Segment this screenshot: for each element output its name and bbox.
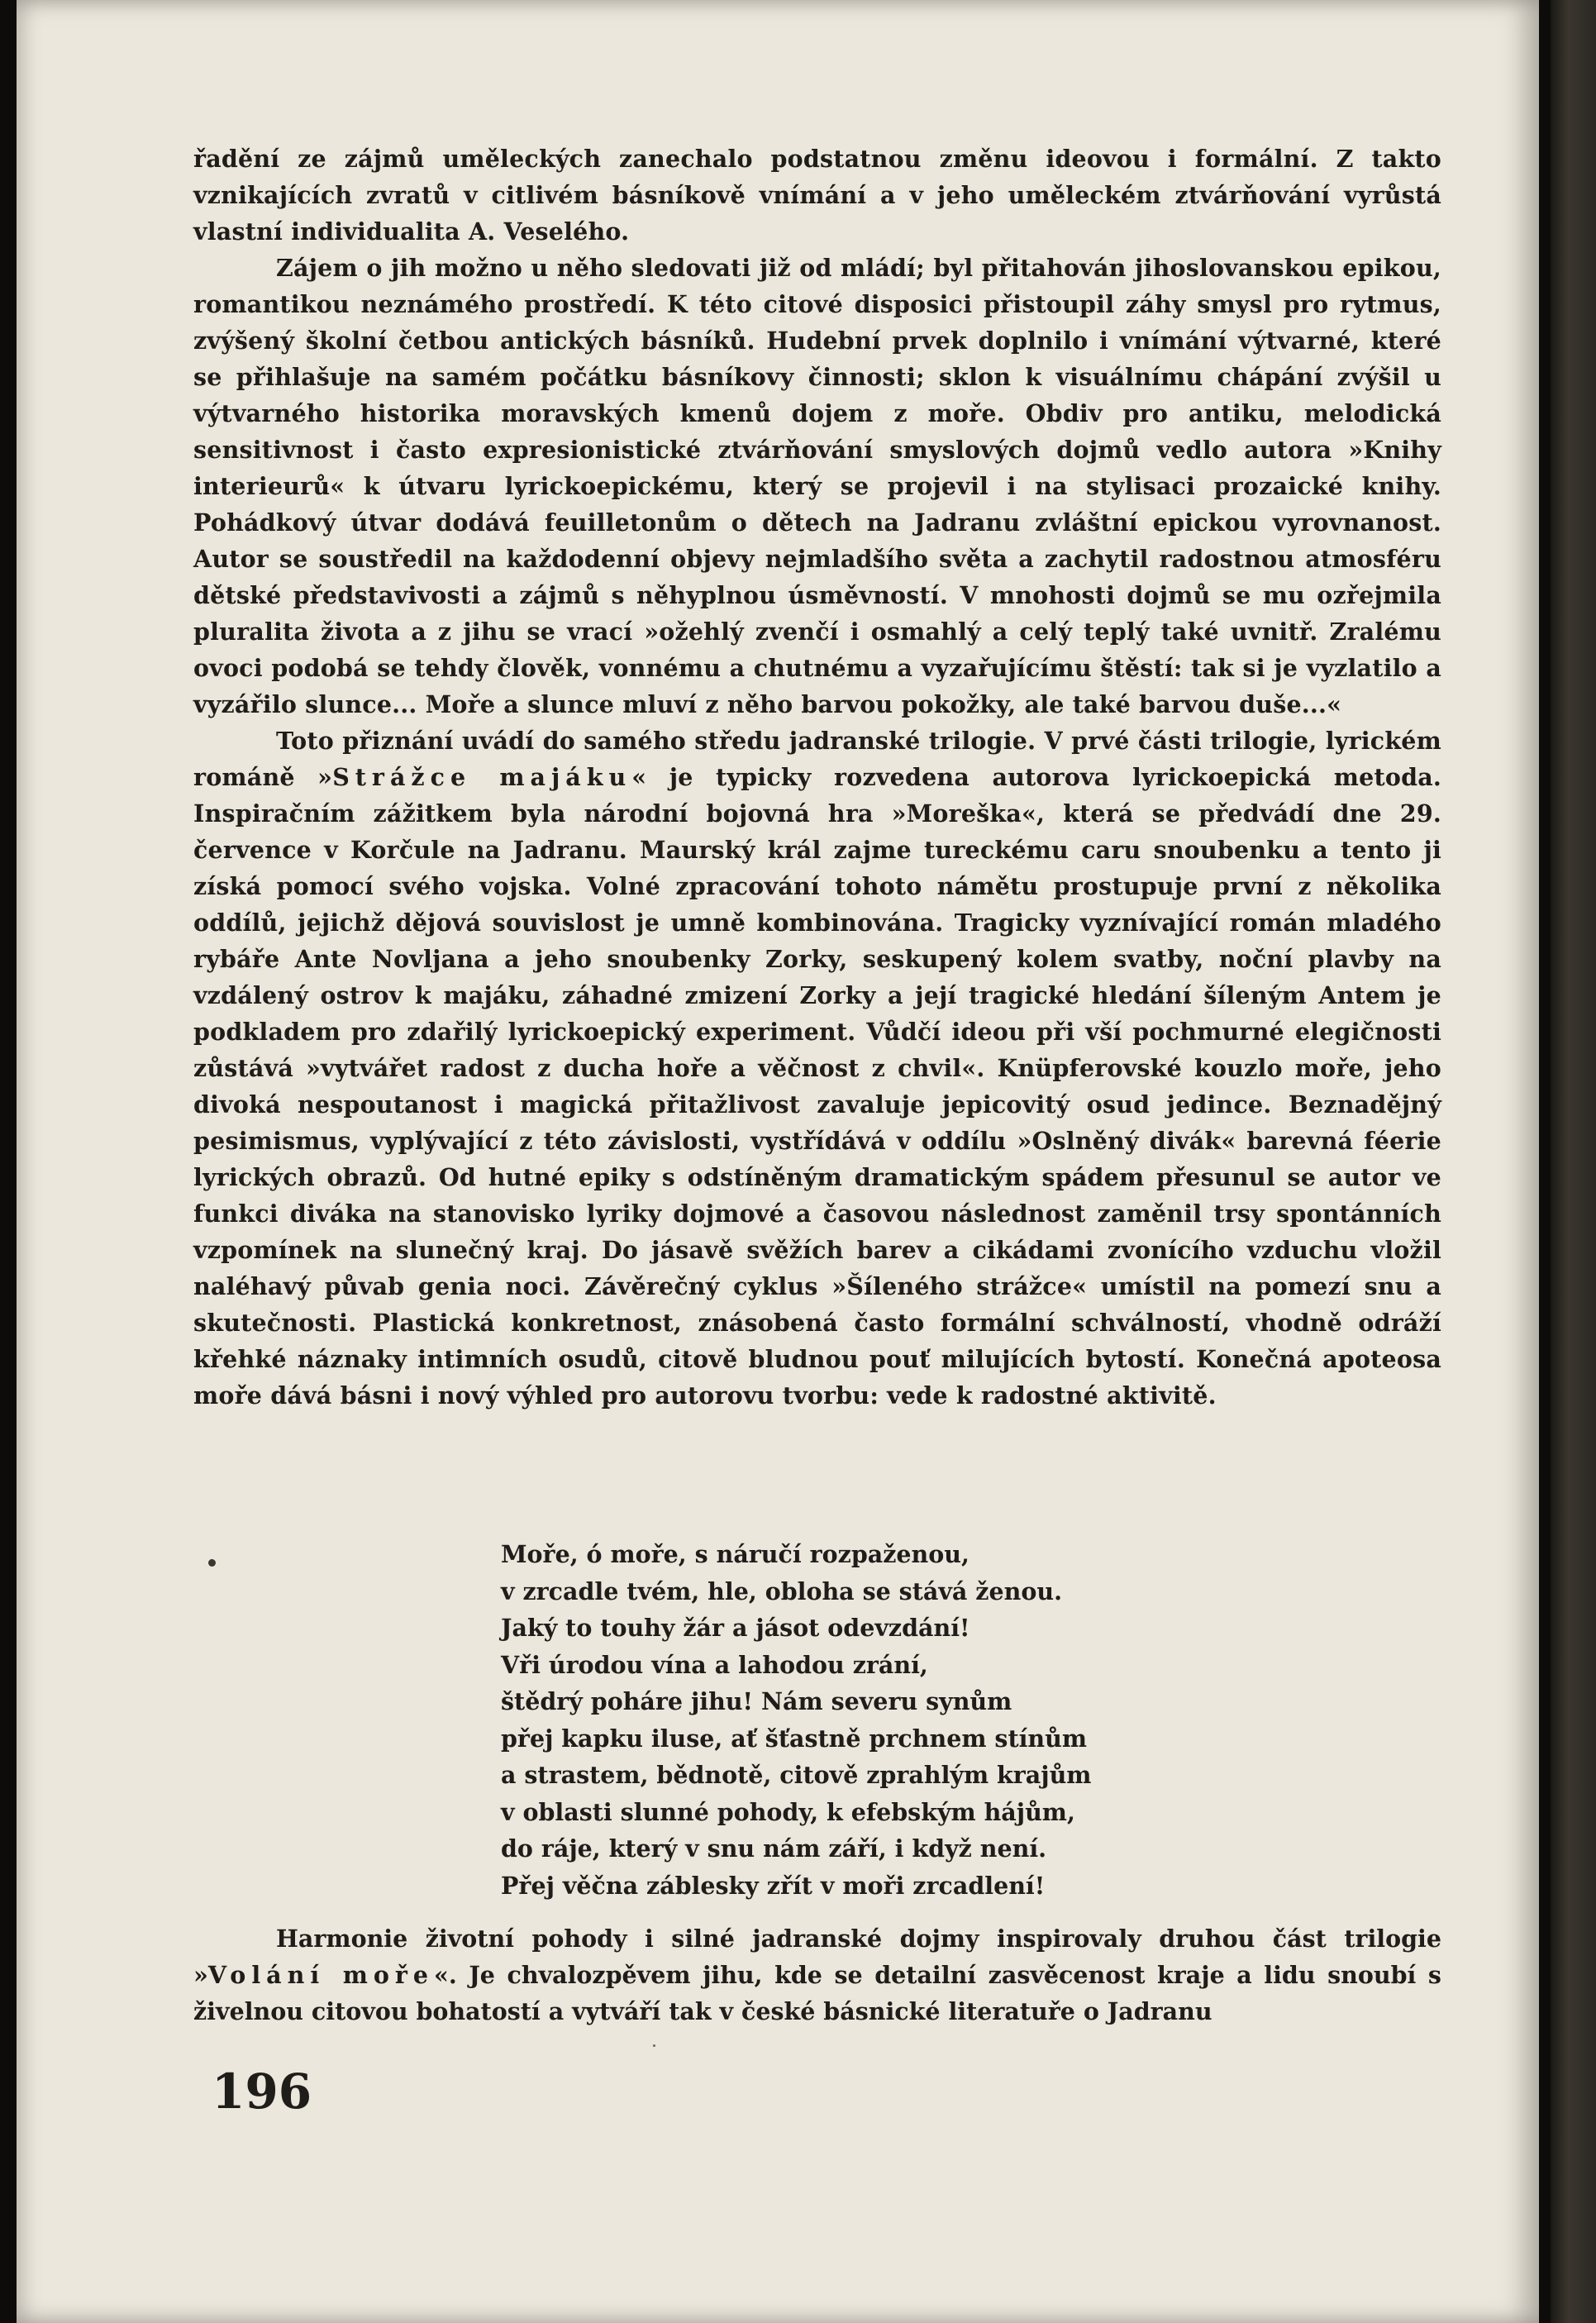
verse-line: v zrcadle tvém, hle, obloha se stává ženou. [501,1576,1062,1605]
margin-dot [208,1559,216,1567]
paragraph-3-rest: « je typicky rozvedena autorova lyrickoepická metoda. Inspiračním zážitkem byla národní bojovná hra »Moreška«, která se předvádí dne 29. července v Korčule na Jadranu. Maurský král zajme tureckému caru snoubenku a tento ji získá pomocí svého vojska. Volné zpracování tohoto námětu prostupuje první z několika oddílů, jejichž dějová souvislost je umně kombinována. Tragicky vyznívající román mladého rybáře Ante Novljana a jeho snoubenky Zorky, seskupený kolem svatby, noční plavby na vzdálený ostrov k majáku, záhadné zmizení Zorky a její tragické hledání šíleným Antem je podkladem pro zdařilý lyrickoepický experiment. Vůdčí ideou při vší pochmurné elegičnosti zůstává »vytvářet radost z ducha hoře a věčnost z chvil«. Knüpferovské kouzlo moře, jeho divoká nespoutanost i magická přitažlivost zavaluje jepicovitý osud jedince. Beznadějný pesimismus, vyplývající z této závislosti, vystřídává v oddílu »Oslněný divák« barevná féerie lyrických obrazů. Od hutné epiky s odstíněným dramatickým spádem přesunul se autor ve funkci diváka na stanovisko lyriky dojmové a časovou následnost zaměnil trsy spontánních vzpomínek na slunečný kraj. Do jásavě svěžích barev a cikádami zvonícího vzduchu vložil naléhavý půvab genia noci. Závěrečný cyklus »Šíleného strážce« umístil na pomezí snu a skutečnosti. Plastická konkretnost, znásobená často formální schválností, vhodně odráží křehké náznaky intimních osudů, citově bludnou pouť milujících bytostí. Konečná apoteosa moře dává básni i nový výhled pro autorovu tvorbu: vede k radostné aktivitě. [193,763,1441,1410]
paragraph-1: řadění ze zájmů uměleckých zanechalo podstatnou změnu ideovou i formální. Z takto vznikajících zvratů v citlivém básníkově vnímání a v jeho uměleckém ztvárňování vyrůstá vlastní individualita A. Veselého. [193,145,1441,246]
paragraph-3 [193,723,1441,1414]
verse-line: a strastem, bědnotě, citově zprahlým krajům [501,1761,1092,1789]
paragraph-3-start: Toto přiznání uvádí do samého středu jadranské trilogie. V prvé části trilogie, lyrickém románě » [193,727,1441,791]
verse-line: Přej věčna záblesky zřít v moři zrcadlení! [501,1871,1046,1900]
paragraph-4-rest: «. Je chvalozpěvem jihu, kde se detailní zasvěcenost kraje a lidu snoubí s živelnou citovou bohatostí a vytváří tak v české básnické literatuře o Jadranu [193,1961,1441,2025]
verse-line: přej kapku iluse, ať šťastně prchnem stínům [501,1724,1088,1753]
page-number: 196 [212,2063,312,2120]
verse-line: v oblasti slunné pohody, k efebským hájům, [501,1797,1075,1826]
title-volani-more: Volání moře [207,1961,435,1989]
adjacent-page-edge [1551,0,1596,2323]
print-speck [653,2044,655,2047]
main-text-block [193,141,1441,1414]
verse-line: Jaký to touhy žár a jásot odevzdání! [501,1614,970,1642]
verse-line: štědrý poháre jihu! Nám severu synům [501,1687,1012,1715]
paragraph-4-start: Harmonie životní pohody i silné jadranské dojmy inspirovaly druhou část trilogie » [193,1925,1441,1989]
title-strazce-majaku: Strážce majáku [332,763,632,791]
verse-line: Vři úrodou vína a lahodou zrání, [501,1650,928,1679]
paragraph-4 [193,1920,1441,2030]
paragraph-2: Zájem o jih možno u něho sledovati již od mládí; byl přitahován jihoslovanskou epikou, romantikou neznámého prostředí. K této citové disposici přistoupil záhy smysl pro rytmus, zvýšený školní četbou antických básníků. Hudební prvek doplnilo i vnímání výtvarné, které se přihlašuje na samém počátku básníkovy činnosti; sklon k visuálnímu chápání zvýšil u výtvarného historika moravských kmenů dojem z moře. Obdiv pro antiku, melodická sensitivnost i často expresionistické ztvárňování smyslových dojmů vedlo autora »Knihy interieurů« k útvaru lyrickoepickému, který se projevil i na stylisaci prozaické knihy. Pohádkový útvar dodává feuilletonům o dětech na Jadranu zvláštní epickou vyrovnanost. Autor se soustředil na každodenní objevy nejmladšího světa a zachytil radostnou atmosféru dětské představivosti a zájmů s něhyplnou úsměvností. V mnohosti dojmů se mu ozřejmila pluralita života a z jihu se vrací »ožehlý zvenčí i osmahlý a celý teplý také uvnitř. Zralému ovoci podobá se tehdy člověk, vonnému a chutnému a vyzařujícímu štěstí: tak si je vyzlatilo a vyzářilo slunce... Moře a slunce mluví z něho barvou pokožky, ale také barvou duše...« [193,254,1441,718]
poem-stanza [501,1536,1245,1904]
verse-line: do ráje, který v snu nám září, i když není. [501,1834,1047,1863]
verse-line: Moře, ó moře, s náručí rozpaženou, [501,1540,970,1568]
